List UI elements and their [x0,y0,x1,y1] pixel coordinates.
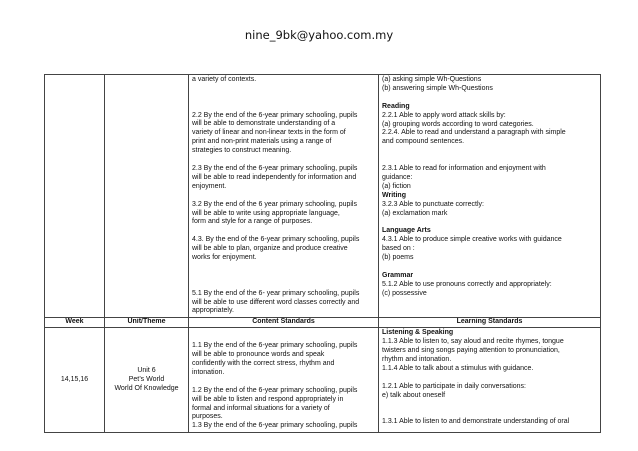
table-header-row [45,318,601,328]
unit-title: Unit 6 [137,366,156,374]
text-line: 2.3.1 Able to read for information and enjoyment with [382,165,546,173]
text-line: 1.1.3 Able to listen to, say aloud and recite rhymes, tongue [382,338,564,346]
unit-theme-cell [105,328,189,433]
text-line: 2.2.4. Able to read and understand a paragraph with simple [382,129,566,137]
text-line: will be able to plan, organize and produce creative [192,245,348,253]
blank-line [382,156,597,165]
text-line: 4.3.1 Able to produce simple creative works with guidance [382,236,562,244]
unit-theme: World Of Knowledge [114,384,179,392]
text-line: will be able to demonstrate understanding of a [192,120,336,128]
text-line: strategies to construct meaning. [192,147,292,155]
text-line: (b) poems [382,254,414,262]
text-line: 2.2 By the end of the 6-year primary schooling, pupils [192,111,358,119]
text-line: 1.1 By the end of the 6-year primary schooling, pupils [192,342,358,350]
text-line: (b) answering simple Wh-Questions [382,84,493,92]
unit-name: Pet’s World [128,375,165,383]
blank-line [192,192,375,201]
blank-line [192,263,375,272]
text-line: 5.1 By the end of the 6- year primary schooling, pupils [192,289,360,297]
blank-line [382,374,597,383]
week-cell-empty [45,75,105,318]
learning-standards-cell [379,328,601,433]
text-line: will be able to write using appropriate language, [192,209,340,217]
text-line: will be able to read independently for information and [192,173,357,181]
text-line: will be able to listen and respond appropriately in [192,395,344,403]
text-line: purposes. [192,413,223,421]
text-line: 1.2.1 Able to participate in daily conversations: [382,382,526,390]
text-line: 5.1.2 Able to use pronouns correctly and appropriately: [382,280,552,288]
blank-line [192,272,375,281]
section-heading: Writing [382,191,406,199]
text-line: 1.3.1 Able to listen to and demonstrate understanding of oral [382,418,570,426]
section-heading: Listening & Speaking [382,329,454,337]
text-line: print and non-print materials using a range of [192,138,332,146]
text-line: (a) fiction [382,182,411,190]
text-line: works for enjoyment. [192,254,257,262]
text-line: (a) grouping words according to word categories. [382,120,534,128]
text-line: enjoyment. [192,182,227,190]
content-standards-cell [189,328,379,433]
text-line: confidently with the correct stress, rhythm and [192,360,335,368]
section-heading: Grammar [382,271,414,279]
text-line: formal and informal situations for a variety of [192,404,330,412]
column-header-content: Content Standards [189,318,379,328]
blank-line [382,263,597,272]
blank-line [192,156,375,165]
table-row [45,75,601,318]
week-cell: 14,15,16 [45,328,105,433]
text-line: rhythm and intonation. [382,355,452,363]
blank-line [382,218,597,227]
column-header-learning: Learning Standards [379,318,601,328]
text-line: based on : [382,245,415,253]
text-line: (a) asking simple Wh-Questions [382,76,482,83]
text-line: 1.3 By the end of the 6-year primary schooling, pupils [192,422,358,430]
text-line: 1.2 By the end of the 6-year primary schooling, pupils [192,386,358,394]
text-line: 4.3. By the end of the 6-year primary schooling, pupils [192,236,360,244]
text-line: guidance: [382,173,413,181]
blank-line [192,281,375,290]
text-line: e) talk about oneself [382,391,446,399]
text-line: 2.2.1 Able to apply word attack skills by: [382,111,506,119]
section-heading: Language Arts [382,227,431,235]
blank-line [382,400,597,409]
blank-line [192,227,375,236]
text-line: variety of linear and non-linear texts in the form of [192,129,346,137]
blank-line [382,147,597,156]
blank-line [192,103,375,112]
text-line: 3.2 By the end of the 6 year primary schooling, pupils [192,200,357,208]
text-line: (a) exclamation mark [382,209,448,217]
text-line: 1.1.4 Able to talk about a stimulus with guidance. [382,364,534,372]
unit-cell-empty [105,75,189,318]
text-line: will be able to pronounce words and speak [192,351,325,359]
blank-line [382,409,597,418]
blank-line [192,94,375,103]
text-line: intonation. [192,368,225,376]
text-line: (c) possessive [382,289,427,297]
text-line: appropriately. [192,307,234,315]
lesson-plan-table [44,74,601,433]
text-line: will be able to use different word classes correctly and [192,298,360,306]
blank-line [192,85,375,94]
blank-line [192,378,375,387]
blank-line [382,94,597,103]
learning-standards-cell [379,75,601,318]
column-header-week: Week [45,318,105,328]
text-line: 3.2.3 Able to punctuate correctly: [382,200,484,208]
column-header-unit: Unit/Theme [105,318,189,328]
text-line: form and style for a range of purposes. [192,218,313,226]
text-line: 2.3 By the end of the 6-year primary schooling, pupils [192,165,358,172]
text-line: a variety of contexts. [192,76,257,83]
text-line: and compound sentences. [382,138,465,146]
page-header-email: nine_9bk@yahoo.com.my [244,28,394,42]
table-row [45,328,601,433]
text-line: twisters and sing songs paying attention to pronunciation, [382,347,560,355]
content-standards-cell [189,75,379,318]
section-heading: Reading [382,102,410,110]
